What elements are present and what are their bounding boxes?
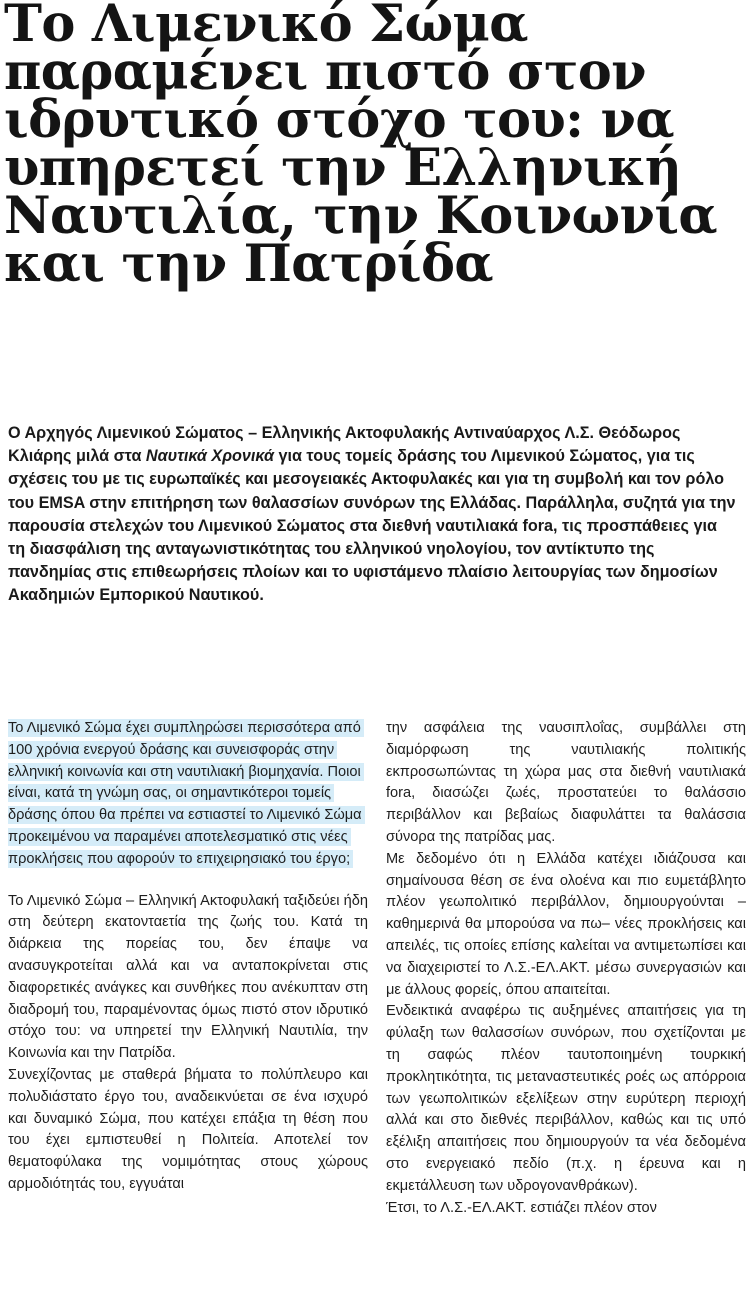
publication-name: Ναυτικά Χρονικά [145,447,274,466]
article-lead [8,422,738,608]
answer-paragraph: Με δεδομένο ότι η Ελλάδα κατέχει ιδιάζουσα και σημαίνουσα θέση σε ένα ολοένα και πιο ευμετάβλητο πλέον γεωπολιτικό περιβάλλον, δημιουργούνται –καθημερινά θα μπορούσα να πω– νέες προκλήσεις και απειλές, τις οποίες επίσης καλείται να αντιμετωπίσει και να διαχειριστεί το Λ.Σ.-ΕΛ.ΑΚΤ. μέσω συνεργασιών και με άλλους φορείς, όπου απαιτείται. [386,850,746,998]
lead-text-end: για τους τομείς δράσης του Λιμενικού Σώματος, για τις σχέσεις του με τις ευρωπαϊκές και μεσογειακές Ακτοφυλακές και για τη συμβολή και τον ρόλο του EMSA στην επιτήρηση των θαλασσίων συνόρων της Ελλάδας. Παράλληλα, συζητά για την παρουσία στελεχών του Λιμενικού Σώματος στα διεθνή ναυτιλιακά fora, τις προσπάθειες για τη διασφάλιση της ανταγωνιστικότητας του ελληνικού νηολογίου, τον αντίκτυπο της πανδημίας στις επιθεωρήσεις πλοίων και το υφιστάμενο πλαίσιο λειτουργίας των δημοσίων Ακαδημιών Εμπορικού Ναυτικού. [8,447,736,605]
answer-paragraph: την ασφάλεια της ναυσιπλοΐας, συμβάλλει στη διαμόρφωση της ναυτιλιακής πολιτικής εκπροσωπώντας τη χώρα μας στα διεθνή ναυτιλιακά fora, διασώζει ζωές, προστατεύει το θαλάσσιο περιβάλλον και βεβαίως διαφυλάττει τα θαλάσσια σύνορα της πατρίδας μας. [386,720,746,845]
lead-text-start: Ο Αρχηγός Λιμενικού Σώματος – Ελληνικής Ακτοφυλακής Αντιναύαρχος Λ.Σ. Θεόδωρος Κλιάρης μιλά στα [8,424,681,466]
answer-paragraph: Έτσι, το Λ.Σ.-ΕΛ.ΑΚΤ. εστιάζει πλέον στον [386,1199,657,1216]
answer-paragraph: Ενδεικτικά αναφέρω τις αυξημένες απαιτήσεις για τη φύλαξη των θαλασσίων συνόρων, που σχετίζονται με τη σαφώς πλέον ταυτοποιημένη τουρκική προκλητικότητα, τις μεταναστευτικές ροές ως απόρροια των γεωπολιτικών εξελίξεων στην ευρύτερη περιοχή αλλά και στο διεθνές περιβάλλον, καθώς και τις υπό εξέλιξη απαιτήσεις που δημιουργούν τα νέα δεδομένα στο ενεργειακό πεδίο (π.χ. η έρευνα και η εκμετάλλευση των υδρογονανθράκων). [386,1003,746,1194]
body-column-left [8,718,368,1196]
question-highlight: Το Λιμενικό Σώμα έχει συμπληρώσει περισσότερα από 100 χρόνια ενεργού δράσης και συνεισφοράς στην ελληνική κοινωνία και στη ναυτιλιακή βιομηχανία. Ποιοι είναι, κατά τη γνώμη σας, οι σημαντικότεροι τομείς δράσης όπου θα πρέπει να εστιαστεί το Λιμενικό Σώμα προκειμένου να παραμένει αποτελεσματικό στις νέες προκλήσεις που αφορούν το επιχειρησιακό του έργο; [8,719,365,868]
body-column-right [386,718,746,1219]
interview-question [8,718,368,871]
article-headline: Το Λιμενικό Σώμα παραμένει πιστό στον ιδρυτικό στόχο του: να υπηρετεί την Ελληνική Ναυτιλία, την Κοινωνία και την Πατρίδα [4,0,718,294]
answer-paragraph: Συνεχίζοντας με σταθερά βήματα το πολύπλευρο και πολυδιάστατο έργο του, αναδεικνύεται σε ένα ισχυρό και δυναμικό Σώμα, που κατέχει επάξια τη θέση που του έχει εμπιστευθεί η Πολιτεία. Αποτελεί τον θεματοφύλακα της νομιμότητας στους χώρους αρμοδιότητάς του, εγγυάται [8,1066,368,1192]
answer-paragraph: Το Λιμενικό Σώμα – Ελληνική Ακτοφυλακή ταξιδεύει ήδη στη δεύτερη εκατονταετία της ζωής του. Κατά τη διάρκεια της πορείας του, δεν έπαψε να ανασυγκροτείται αλλά και να ανταποκρίνεται στις διαφορετικές ανάγκες και συνθήκες που ανέκυπταν στη διαδρομή του, παραμένοντας όμως πιστό στον ιδρυτικό στόχο του: να υπηρετεί την Ελληνική Ναυτιλία, την Κοινωνία και την Πατρίδα. [8,892,368,1062]
